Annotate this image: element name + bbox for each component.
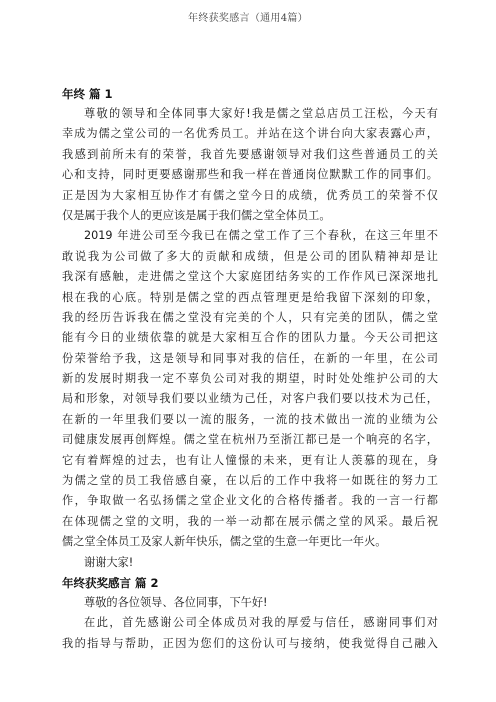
text-line: 正是因为大家相互协作才有儒之堂今日的成绩，优秀员工的荣誉不仅	[62, 188, 438, 202]
text-line: 根在我的心底。特别是儒之堂的西点管理更是给我留下深刻的印象，	[62, 290, 438, 304]
section-heading: 年终 篇 1	[62, 87, 113, 101]
text-line: 敢说我为公司做了多大的贡献和成绩，但是公司的团队精神却是让	[62, 249, 438, 263]
text-line: 我的经历告诉我在儒之堂没有完美的个人，只有完美的团队，儒之堂	[62, 310, 438, 324]
text-line: 我的指导与帮助，正因为您们的这份认可与接纳，使我觉得自己融入	[62, 636, 438, 650]
paragraph	[62, 104, 438, 226]
text-line: 局和形象，对领导我们要以业绩为己任，对客户我们要以技术为己任，	[62, 392, 438, 406]
text-line: 谢谢大家!	[84, 555, 134, 569]
paragraph	[62, 226, 438, 552]
document-body	[62, 84, 438, 654]
text-line: 份荣誉给予我，这是领导和同事对我的信任，在新的一年里，在公司	[62, 351, 438, 365]
section-2	[62, 573, 438, 654]
text-line: 我感到前所未有的荣誉，我首先要感谢领导对我们这些普通员工的关	[62, 147, 438, 161]
text-line: 为儒之堂的员工我倍感自豪，在以后的工作中我将一如既往的努力工	[62, 474, 438, 488]
section-1	[62, 84, 438, 573]
text-line: 幸成为儒之堂公司的一名优秀员工。并站在这个讲台向大家表露心声，	[62, 127, 438, 141]
text-line: 能有今日的业绩依靠的就是大家相互合作的团队力量。今天公司把这	[62, 331, 438, 345]
text-line: 儒之堂全体员工及家人新年快乐，儒之堂的生意一年更比一年火。	[62, 535, 387, 549]
paragraph	[62, 613, 438, 654]
text-line: 2019 年进公司至今我已在儒之堂工作了三个春秋，在这三年里不	[84, 229, 438, 243]
text-line: 心和支持，同时更要感谢那些和我一样在普通岗位默默工作的同事们。	[62, 168, 438, 182]
text-line: 它有着辉煌的过去，也有让人憧憬的未来，更有让人羡慕的现在，身	[62, 453, 438, 467]
document-title: 年终获奖感言（通用4篇）	[188, 13, 308, 24]
text-line: 在此，首先感谢公司全体成员对我的厚爱与信任，感谢同事们对	[84, 616, 438, 630]
section-heading: 年终获奖感言 篇 2	[62, 575, 159, 590]
text-line: 在体现儒之堂的文明，我的一举一动都在展示儒之堂的风采。最后祝	[62, 514, 438, 528]
text-line: 仅是属于我个人的更应该是属于我们儒之堂全体员工。	[62, 208, 331, 222]
text-line: 新的发展时期我一定不辜负公司对我的期望，时时处处维护公司的大	[62, 372, 438, 386]
text-line: 作，争取做一名弘扬儒之堂企业文化的合格传播者。我的一言一行都	[62, 494, 438, 508]
paragraph	[62, 593, 438, 613]
text-line: 我深有感触，走进儒之堂这个大家庭团结务实的工作作风已深深地扎	[62, 270, 438, 284]
text-line: 尊敬的领导和全体同事大家好!我是儒之堂总店员工汪松，今天有	[84, 107, 438, 120]
text-line: 司健康发展再创辉煌。儒之堂在杭州乃至浙江都已是一个响亮的名字，	[62, 433, 438, 447]
paragraph	[62, 553, 438, 573]
text-line: 尊敬的各位领导、各位同事，下午好!	[84, 595, 268, 609]
text-line: 在新的一年里我们要以一流的服务，一流的技术做出一流的业绩为公	[62, 412, 438, 426]
